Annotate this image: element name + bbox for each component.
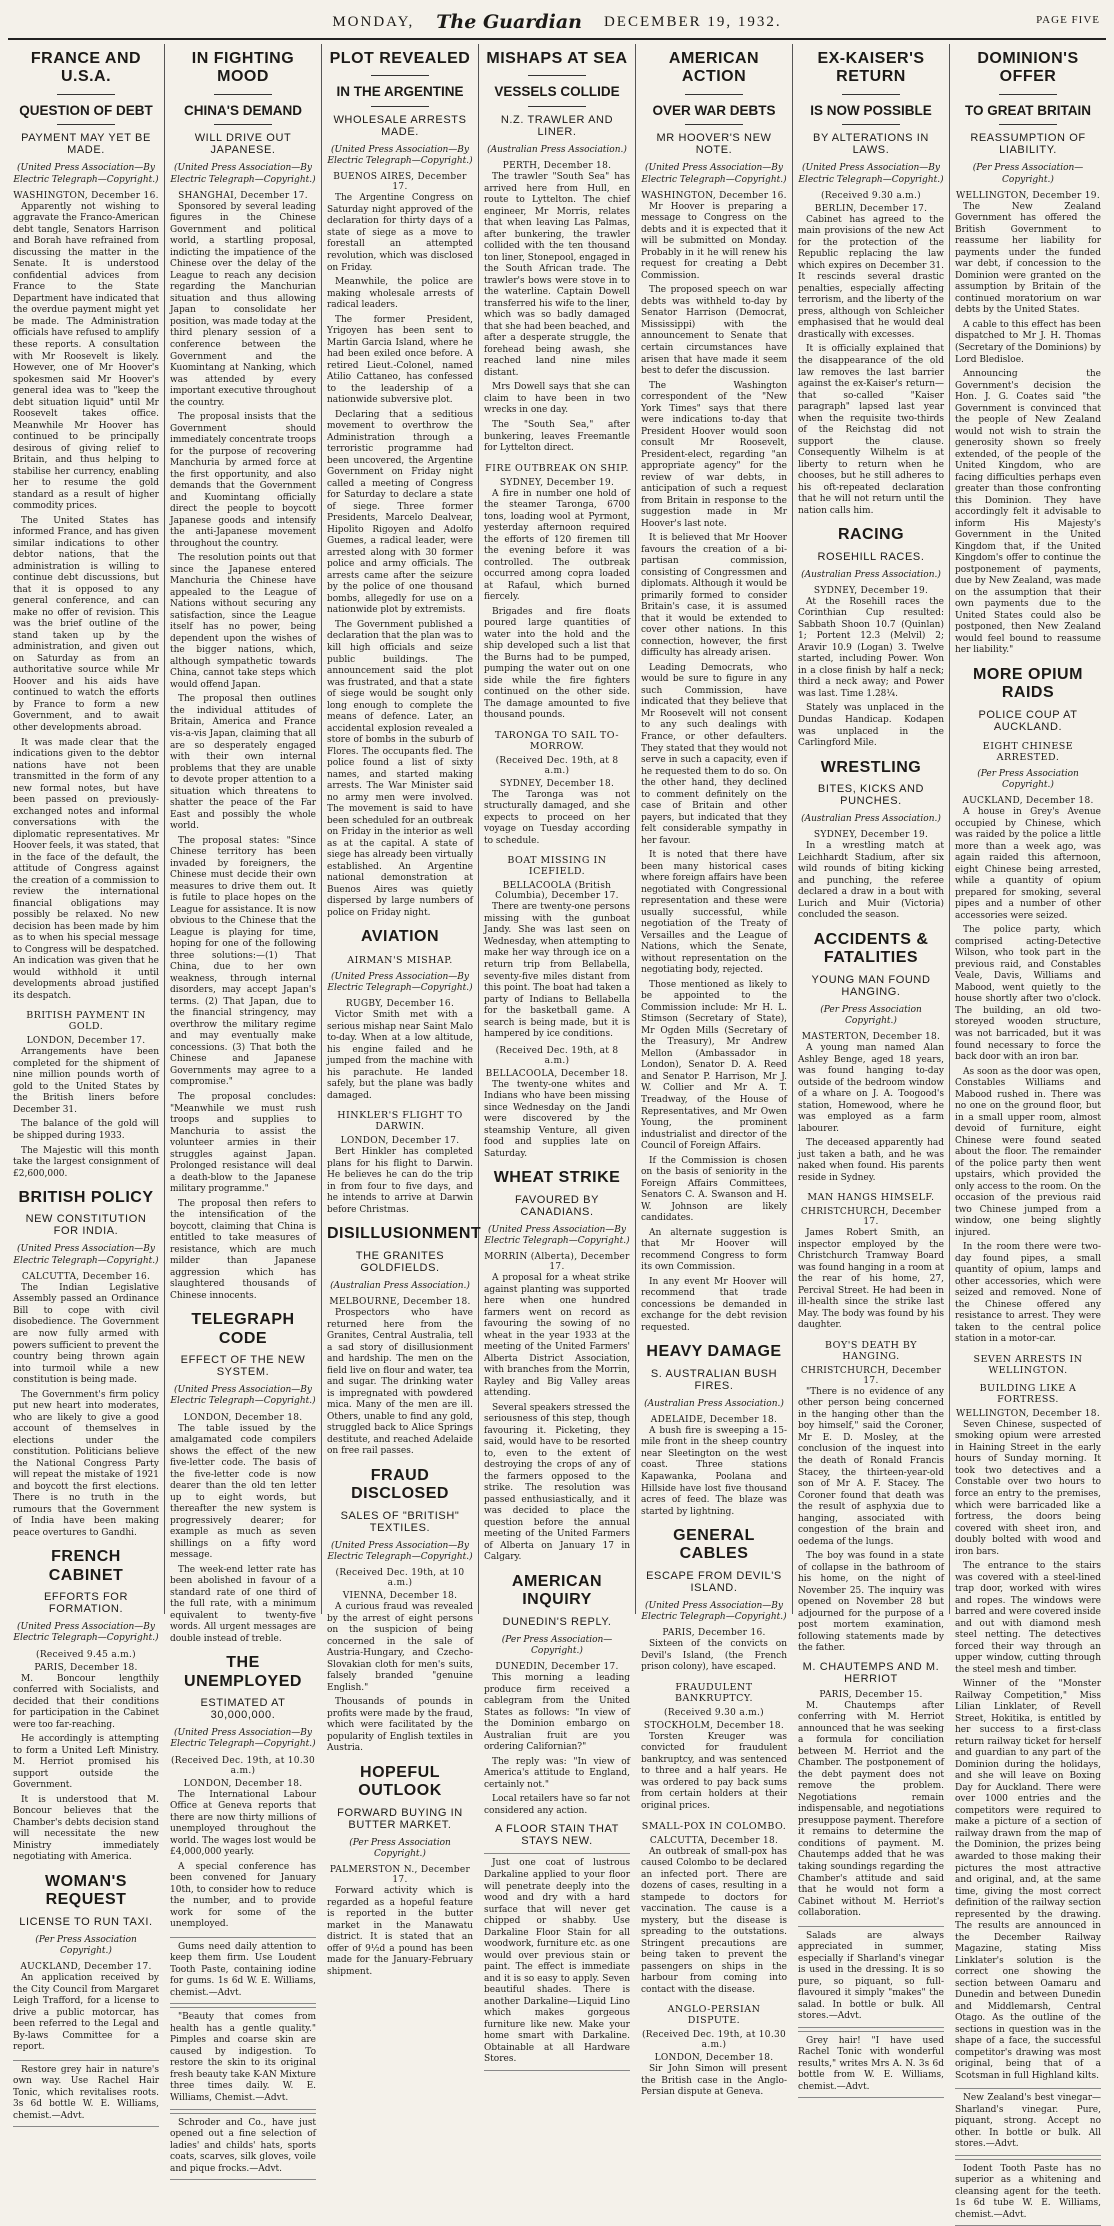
paragraph: Seven Chinese, suspected of smoking opium were arrested in Haining Street in the early hours of Sunday morning. It took two detectives and a Constable over two hours to force an entry to the premises, which were barricaded like a fortress, the doors being covered with sheet iron, and doubly bolted with wood and iron bars. [955, 1419, 1101, 1557]
section-subhead: FRAUDULENT BANKRUPTCY. [675, 1681, 753, 1704]
paragraph: Torsten Kreuger was convicted for fraudulent bankruptcy, and was sentenced to three and a half years. He was ordered to pay back sums from certain holders at their original prices. [641, 1731, 787, 1811]
section-subhead: BRITISH PAYMENT IN GOLD. [26, 1010, 146, 1033]
column-6 [793, 44, 950, 2092]
deck: EFFECT OF THE NEW SYSTEM. [180, 1354, 306, 1379]
credit-line: (United Press Association—By Electric Telegraph—Copyright.) [798, 163, 944, 185]
deck: M. CHAUTEMPS AND M. HERRIOT [802, 1660, 940, 1685]
paragraph: The table issued by the amalgamated code compilers shows the effect of the new five-letter code. The basis of the five-letter code is now dearer than the old ten letter up to eight words, but thereafter the new system is progressively dearer; for example as much as seven shillings on a fifty word message. [170, 1423, 316, 1561]
credit-line: (Per Press Association—Copyright.) [972, 163, 1084, 185]
paragraph: This morning a leading produce firm received a cablegram from the United States as follows: "In view of the Dominion embargo on Australian fruit are you ordering Californian?" [484, 1673, 630, 1753]
deck: DUNEDIN'S REPLY. [502, 1615, 612, 1628]
section-subhead: SMALL-POX IN COLOMBO. [641, 1820, 787, 1832]
dateline: BUENOS AIRES, December 17. [333, 172, 467, 193]
dateline: (Received 9.30 a.m.) [821, 190, 921, 201]
headline: WRESTLING [820, 758, 922, 776]
paragraph: The twenty-one whites and Indians who have been missing since Wednesday on the Jandi were discovered by the steamship Venture, all given food and supplies late on Saturday. [484, 1079, 630, 1159]
paragraph: Sixteen of the convicts on Devil's Island, (the French prison colony), have escaped. [641, 1639, 787, 1673]
subheadline: CHINA'S DEMAND [184, 102, 302, 118]
paragraph: The deceased apparently had just taken a bath, and he was naked when found. His parents reside in Sydney. [798, 1138, 944, 1183]
dateline: BERLIN, December 17. [814, 203, 928, 214]
paragraph: An outbreak of small-pox has caused Colombo to be declared an infected port. There are dozens of cases, resulting in a stampede to doctors for vaccination. The cause is a mystery, but the disease is spreading to the outstations. Stringent precautions are being taken to prevent the passengers on ships in the harbour from coming into contact with the disease. [641, 1846, 787, 1995]
headline: AMERICAN INQUIRY [511, 1573, 603, 1609]
dateline: CALCUTTA, December 16. [21, 1271, 151, 1282]
section-subhead: FIRE OUTBREAK ON SHIP. [485, 462, 629, 474]
deck: WHOLESALE ARRESTS MADE. [333, 113, 467, 138]
dateline: WASHINGTON, December 16. [641, 190, 787, 201]
headline: HOPEFUL OUTLOOK [358, 1763, 442, 1800]
masthead [8, 6, 1106, 40]
paragraph: Announcing the Government's decision the Hon. J. G. Coates said "the Government is convinced that the people of New Zealand would not wish to strain the generosity shown so freely extended, of the people of the United Kingdom, who are facing difficulties perhaps even greater than those confronting this Dominion. They have accordingly felt it advisable to inform His Majesty's Government in the United Kingdom that, if the United Kingdom's offer to continue the postponement of payments, due by New Zealand, was made on the assumption that their own payments due to the United States could also be postponed, then New Zealand would feel bound to reassume her liability." [955, 369, 1101, 656]
deck: S. AUSTRALIAN BUSH FIRES. [650, 1367, 778, 1392]
divider [842, 94, 900, 95]
paragraph: A cable to this effect has been dispatched to Mr J. H. Thomas (Secretary of the Dominions) by Lord Bledisloe. [955, 319, 1101, 365]
paragraph: It is understood that M. Boncour believes that the Chamber's debts decision stand will necessitate the new Ministry immediately negotiating with America. [13, 1794, 159, 1863]
paragraph: Brigades and fire floats poured large quantities of water into the hold and the ship developed such a list that the Burns had to be pumped, pumping the water out on one side while the fire fighters continued on the other side. The damage amounted to five thousand pounds. [484, 606, 630, 721]
dateline: SYDNEY, December 18. [499, 778, 615, 789]
column-2 [165, 44, 322, 2174]
paragraph: In a wrestling match at Leichhardt Stadium, after six wild rounds of biting kicking and punching, the referee declared a draw in a bout with Lurich and Muir (Victoria) concluded the season. [798, 841, 944, 921]
paragraph: James Robert Smith, an inspector employed by the Christchurch Tramway Board was found hanging in a room at the rear of his home, 27, Percival Street. He had been in ill-health since the strike last May. The body was found by his daughter. [798, 1228, 944, 1331]
credit-line: (Australian Press Association.) [801, 813, 941, 824]
page-number: PAGE FIVE [1036, 14, 1100, 26]
dateline: SYDNEY, December 19. [813, 830, 929, 841]
paragraph: Stately was unplaced in the Dundas Handicap. Kodapen was unplaced in the Carlingford Mile. [798, 703, 944, 749]
deck: ESTIMATED AT 30,000,000. [200, 1697, 286, 1722]
paragraph: Bert Hinkler has completed plans for his flight to Darwin. He believes he can do the trip in from four to five days, and he intends to arrive at Darwin before Christmas. [327, 1147, 473, 1215]
deck: BITES, KICKS AND PUNCHES. [817, 782, 925, 807]
dateline: CALCUTTA, December 18. [649, 1835, 779, 1846]
section-subhead: TARONGA TO SAIL TO-MORROW. [494, 729, 620, 752]
credit-line: (United Press Association—By Electric Telegraph—Copyright.) [327, 1540, 473, 1562]
headline: ACCIDENTS & FATALITIES [813, 930, 929, 967]
paragraph: The police party, which comprised acting-Detective Wilson, who took part in the previous raid, and Constables Veale, Davis, Williams and Mabood, went quietly to the house shortly after two o'clock. The building, an old two-storeyed wooden structure, was not barricaded, but it was found necessary to force the back door with an iron bar. [955, 925, 1101, 1063]
dateline: MASTERTON, December 18. [801, 1032, 941, 1043]
headline: RACING [837, 526, 905, 544]
deck: ROSEHILL RACES. [817, 550, 925, 563]
paragraph: The Argentine Congress on Saturday night approved of the declaration for thirty days of a state of siege as a move to forestall an attempted revolution, which was disclosed on Friday. [327, 193, 473, 273]
paragraph: Declaring that a seditious movement to overthrow the Administration through a terroristic programme had been uncovered, the Argentine Government on Friday night called a meeting of Congress for Saturday to declare a state of siege. Three former Presidents, Marcelo Dealvear, Hipolito Rigoyen and Adolfo Guemes, a radical leader, were arrested along with 30 former police and army officials. The arrests came after the seizure by the police of one thousand bombs, allegedly for use on a nationwide plot by extremists. [327, 409, 473, 616]
headline: EX-KAISER'S RETURN [817, 50, 925, 86]
advertisement: Restore grey hair in nature's own way. Use Rachel Hair Tonic, which revitalises roots. 3s 6d bottle W. E. Williams, chemist.—Advt. [13, 2060, 159, 2128]
deck: MR HOOVER'S NEW NOTE. [656, 132, 772, 157]
paragraph: The Washington correspondent of the "New York Times" says that there were indications to-day that President Hoover would soon consult Mr Roosevelt, President-elect, regarding "an appropriate agency" for the review of war debts, in anticipation of such a request from Britain in response to the suggestion made in Mr Hoover's last note. [641, 380, 787, 529]
paragraph: The proposal states: "Since Chinese territory has been invaded by foreigners, the Chinese must decide their own measures to drive them out. It is futile to place hopes on the League for assistance. It is now obvious to the Chinese that the League is playing for time, hoping for one of the following three solutions:—(1) That China, due to her own weakness, through internal disorders, may accept Japan's terms. (2) That Japan, due to the financial stringency, may overthrow the military regime and may eventually make concessions. (3) That both the Chinese and Japanese Governments may agree to a compromise." [170, 835, 316, 1088]
paragraph: The proposal then outlines the individual attitudes of Britain, America and France vis-a-vis Japan, claiming that all are so desperately engaged with their own internal problems that they are unable to devote proper attention to a situation which threatens to shatter the peace of the Far East and possibly the whole world. [170, 694, 316, 832]
headline: WHEAT STRIKE [493, 1169, 621, 1187]
credit-line: (Per Press Association Copyright.) [349, 1837, 451, 1859]
credit-line: (Australian Press Association.) [801, 569, 941, 580]
dateline: MORRIN (Alberta), December 17. [484, 1252, 630, 1273]
divider [214, 124, 272, 125]
headline: GENERAL CABLES [673, 1527, 755, 1563]
dateline: STOCKHOLM, December 18. [643, 1720, 785, 1731]
divider [57, 124, 115, 125]
dateline: SYDNEY, December 19. [813, 585, 929, 596]
credit-line: (Per Press Association Copyright.) [820, 1004, 922, 1026]
paragraph: Victor Smith met with a serious mishap near Saint Malo to-day. When at a low altitude, his engine failed and he jumped from the machine with his parachute. He landed safely, but the plane was badly damaged. [327, 1010, 473, 1101]
headline: DOMINION'S OFFER [977, 50, 1079, 86]
divider [214, 94, 272, 95]
dateline: (Received Dec. 19th, at 10 a.m.) [335, 1568, 465, 1589]
headline: MISHAPS AT SEA [486, 50, 628, 67]
dateline: CHRISTCHURCH, December 17. [800, 1365, 942, 1386]
deck: ESCAPE FROM DEVIL'S ISLAND. [646, 1569, 782, 1594]
paragraph: The United States has informed France, and has given similar indications to other debtor nations, that the administration is willing to continue debt discussions, but that it is opposed to any general conference, and can make no offer of revision. This was the brief outline of the stand taken up by the administration, and given out on Saturday as from an authoritative source while Mr Hoover and his aids have continued to watch the efforts by France to form a new Government, and to await other developments abroad. [13, 515, 159, 733]
advertisement: Grey hair! "I have used Rachel Tonic with wonderful results," writes Mrs A. N. 3s 6d bottle from W. E. Williams, chemist.—Advt. [798, 2031, 944, 2099]
paragraph: The boy was found in a state of collapse in the bathroom of his home, on the night of November 25. The inquiry was opened on November 28 but adjourned for the purpose of a post mortem examination, following statements made by the father. [798, 1551, 944, 1654]
dateline: WELLINGTON, December 18. [955, 1408, 1100, 1419]
paragraph: Thousands of pounds in profits were made by the fraud, which were facilitated by the popularity of English textiles in Austria. [327, 1697, 473, 1754]
column-5 [636, 44, 793, 2098]
credit-line: (United Press Association—By Electric Telegraph—Copyright.) [13, 1622, 159, 1644]
credit-line: (United Press Association—By Electric Telegraph—Copyright.) [13, 163, 159, 185]
dateline: AUCKLAND, December 18. [962, 796, 1094, 807]
dateline: LONDON, December 18. [654, 2053, 774, 2064]
paragraph: Arrangements have been completed for the shipment of nine million pounds worth of gold to the United States by the British liners before December 31. [13, 1047, 159, 1115]
deck: LICENSE TO RUN TAXI. [19, 1915, 153, 1928]
deck: FAVOURED BY CANADIANS. [514, 1193, 600, 1218]
paragraph: At the Rosehill races the Corinthian Cup resulted: Sabbath Shoon 10.7 (Quinlan) 1; Portent 12.3 (Melvil) 2; Aravir 10.9 (Logan) 3. Twelve started, including Power. Won in a close finish by half a neck; third a neck away; and Power was last. Time 1.28¼. [798, 596, 944, 699]
paragraph: He accordingly is attempting to form a United Left Ministry. M. Herriot promised his support outside the Government. [13, 1734, 159, 1791]
paragraph: Those mentioned as likely to be appointed to the Commission include: Mr H. L. Stimson (Secretary of State), Mr Ogden Mills (Secretary of the Treasury), Mr Andrew Mellon (Ambassador in London), Senator D. A. Reed and Senator P. Harrison, Mr J. W. Collier and Mr A. T. Treadway, of the House of Representatives, and Mr Owen Young, the prominent industrialist and director of the Council of Foreign Affairs. [641, 979, 787, 1152]
divider [528, 106, 586, 107]
paragraph: If the Commission is chosen on the basis of seniority in the Foreign Affairs Committees, Senators C. A. Swanson and H. W. Johnson are likely candidates. [641, 1155, 787, 1224]
advertisement: Gums need daily attention to keep them firm. Use Loudent Tooth Paste, containing iodine for gums. 1s 6d W. E. Williams, chemist.—Advt. [170, 1937, 316, 2005]
paragraph: Local retailers have so far not considered any action. [484, 1794, 630, 1816]
deck: REASSUMPTION OF LIABILITY. [970, 132, 1086, 157]
headline: FRENCH CABINET [48, 1548, 124, 1584]
headline: IN FIGHTING MOOD [191, 50, 295, 86]
credit-line: (United Press Association—By Electric Telegraph—Copyright.) [327, 971, 473, 994]
dateline: (Received Dec. 19th, at 10.30 a.m.) [170, 1755, 316, 1776]
headline: DISILLUSIONMENT [327, 1225, 482, 1243]
headline: PLOT REVEALED [329, 50, 471, 67]
paragraph: The former President, Yrigoyen has been sent to Martin Garcia Island, where he had been exiled once before. A retired Lieut.-Colonel, named Atilio Cattaneo, has confessed to the leadership of a nationwide subversive plot. [327, 314, 473, 406]
advertisement: Iodent Tooth Paste has no superior as a whitening and cleansing agent for the teeth. 1s 6d tube W. E. Williams, chemist.—Advt. [955, 2159, 1101, 2226]
dateline: MELBOURNE, December 18. [329, 1297, 471, 1308]
credit-line: (United Press Association—By Electric Telegraph—Copyright.) [170, 1385, 316, 1407]
dateline: PARIS, December 15. [819, 1689, 923, 1700]
paragraph: A special conference has been convened for January 10th, to consider how to reduce the number, and to provide work for some of the unemployed. [170, 1861, 316, 1930]
section-subhead: SEVEN ARRESTS IN WELLINGTON. [973, 1353, 1083, 1376]
paragraph: Leading Democrats, who would be sure to figure in any such Commission, have indicated that they believe that Mr Roosevelt will not consent to any such dealings with France, or other defaulters. They stated that they would not serve in such a capacity, even if he requested them to do so. On the other hand, they declined to comment definitely on the case of Britain and other payers, but indicated that they felt considerable sympathy in her favour. [641, 662, 787, 846]
subheadline: TO GREAT BRITAIN [965, 102, 1091, 118]
dateline: SYDNEY, December 19. [499, 477, 615, 488]
column-4 [479, 44, 636, 2065]
advertisement: Schroder and Co., have just opened out a fine selection of ladies' and childs' hats, sports coats, scarves, silk gloves, voile and pique frocks.—Advt. [170, 2113, 316, 2181]
divider [371, 75, 429, 76]
divider [371, 106, 429, 107]
subheadline: QUESTION OF DEBT [19, 102, 153, 118]
credit-line: (United Press Association—By Electric Telegraph—Copyright.) [170, 163, 316, 185]
paragraph: In the room there were two-day found pipes, a small quantity of opium, lamps and other accessories, which were seized and removed. None of the Chinese offered any resistance to arrest. They were taken to the central police station in a motor-car. [955, 1242, 1101, 1345]
paragraph: The proposal insists that the Government should immediately concentrate troops for the purpose of recovering Manchuria by armed force at the first opportunity, and also demands that the Government and Kuomintang officially direct the people to boycott Japanese goods and intensify the anti-Japanese movement throughout the country. [170, 412, 316, 549]
paragraph: The resolution points out that since the Japanese entered Manchuria the Chinese have appealed to the League of Nations without securing any satisfaction, since the League itself has no power, being dependent upon the wishes of the bigger nations, which, although sympathetic towards China, cannot take steps which would offend Japan. [170, 553, 316, 690]
paragraph: The Majestic will this month take the largest consignment of £2,600,000. [13, 1145, 159, 1179]
paragraph: A bush fire is sweeping a 15-mile front in the sheep country near Sleetington on the west coast. Three stations Kapawanka, Poolana and Hillside have lost five thousand acres of feed. The blaze was started by lightning. [641, 1425, 787, 1517]
advertisement: Salads are always appreciated in summer, especially if Sharland's vinegar is used in the dressing. It is so pure, so piquant, so full-flavoured it simply "makes" the salad. In bottle or bulk. All stores.—Advt. [798, 1926, 944, 2028]
dateline: WELLINGTON, December 19. [955, 190, 1100, 201]
deck: THE GRANITES GOLDFIELDS. [355, 1249, 445, 1274]
deck: BY ALTERATIONS IN LAWS. [813, 132, 929, 157]
section-subhead: HINKLER'S FLIGHT TO DARWIN. [337, 1110, 463, 1133]
dateline: VIENNA, December 18. [342, 1591, 458, 1602]
advertisement: New Zealand's best vinegar—Sharland's vinegar. Pure, piquant, strong. Accept no other. In bottle or bulk. All stores.—Advt. [955, 2088, 1101, 2156]
paragraph: The Government published a declaration that the plan was to kill high officials and seize public buildings. The announcement said the plot was frustrated, and that a state of siege would be sought only long enough to complete the means of defence. Later, an accidental explosion revealed a store of bombs in the suburb of Flores. The occupants fled. The police found a list of sixty names, and started making arrests. The War Minister said no army men were involved. The movement is said to have been scheduled for an outbreak on Friday in the interior as well as at the capital. A state of siege has already been virtually established. An Argentine national demonstration at Buenos Aires was quietly dispersed by large numbers of police on Friday night. [327, 619, 473, 918]
deck: YOUNG MAN FOUND HANGING. [811, 973, 931, 998]
dateline: BELLACOOLA, December 18. [485, 1068, 629, 1079]
dateline: (Received 9.30 a.m.) [664, 1707, 764, 1718]
paragraph: Apparently not wishing to aggravate the Franco-American debt tangle, Senators Harrison and Borah have refrained from discussing the matter in the Senate. It is understood confidential advices from France to the State Department have indicated that the overdue payment might yet be made. The Administration officials have refused to amplify these reports. A consultation with Mr Roosevelt is likely. However, one of Mr Hoover's spokesmen said Mr Hoover's general idea was to "keep the debt situation liquid" until Mr Roosevelt takes office. Meanwhile Mr Hoover has continued to be principally desirous of giving relief to Britain, and thus helping to stabilise her currency, enabling her to resume the gold standard as a result of higher commodity prices. [13, 201, 159, 512]
divider [999, 124, 1057, 125]
dateline: LONDON, December 17. [26, 1036, 146, 1047]
credit-line: (Per Press Association—Copyright.) [501, 1634, 613, 1657]
advertisement: Just one coat of lustrous Darkaline applied to your floor will penetrate deeply into the wood and dry with a hard surface that will never get chipped or shabby. Use Darkaline Floor Stain for all woodwork, furniture etc. as one would over previous stain or paint. The effect is immediate and it is so easy to apply. Seven beautiful shades. There is another Darkaline—Liquid Lino which makes gorgeous furniture like new. Make your home smart with Darkaline. Obtainable at all Hardware Stores. [484, 1853, 630, 2070]
headline: HEAVY DAMAGE [646, 1343, 782, 1361]
deck: WILL DRIVE OUT JAPANESE. [194, 132, 292, 157]
divider [57, 94, 115, 95]
credit-line: (United Press Association—By Electric Telegraph—Copyright.) [641, 163, 787, 185]
deck: PAYMENT MAY YET BE MADE. [21, 132, 151, 157]
paragraph: As soon as the door was open, Constables Williams and Mabood rushed in. There was no one on the ground floor, but in a small upper room, almost devoid of furniture, eight Chinese were found seated about the floor. The remainder of the police party then went upstairs, which provided the only access to the room. On the occasion of the previous raid two Chinese jumped from a window, one being slightly injured. [955, 1066, 1102, 1238]
paragraph: Winner of the "Monster Railway Competition," Miss Lilian Linklater, of Revell Street, Hokitika, is entitled by her success to a first-class return railway ticket for herself and guardian to any part of the Dominion during the holidays, and she will leave on Boxing Day for Auckland. There were over 1000 entries and the competitors were required to make a picture of a section of railway drawn from the map of the Dominion, the prizes being awarded to those making their pictures the most attractive and original, and, at the same time, giving the most correct definition of the railway section represented by the drawing. The results are announced in the December Railway Magazine, stating Miss Linklater's solution is the correct one showing the section between Oamaru and Dunedin and between Dunedin and Middlemarsh, Central Otago. As the outline of the sections in question was in the shape of a face, the successful competitor's drawing was most original, being that of a Scotsman in full Highland kilts. [955, 1679, 1101, 2081]
dateline: LONDON, December 18. [183, 1412, 303, 1423]
dateline: (Received 9.45 a.m.) [36, 1649, 136, 1660]
headline: TELEGRAPH CODE [191, 1311, 295, 1347]
dateline: DUNEDIN, December 17. [495, 1662, 619, 1673]
dateline: PERTH, December 18. [502, 161, 612, 172]
divider [842, 124, 900, 125]
subheadline: IN THE ARGENTINE [336, 84, 464, 100]
paragraph: The "South Sea," after bunkering, leaves Freemantle for Lyttelton direct. [484, 419, 630, 454]
deck: EFFORTS FOR FORMATION. [43, 1591, 128, 1616]
dateline: SHANGHAI, December 17. [178, 190, 308, 201]
paragraph: The International Labour Office at Geneva reports that there are now thirty millions of unemployed throughout the world. The wages lost would be £4,000,000 yearly. [170, 1789, 316, 1858]
section-subhead: EIGHT CHINESE ARRESTED. [982, 740, 1074, 763]
headline: WOMAN'S REQUEST [45, 1872, 127, 1909]
paragraph: The reply was: "In view of America's attitude to England, certainly not." [484, 1756, 630, 1790]
dateline: (Received Dec. 19th, at 10.30 a.m.) [641, 2030, 787, 2051]
paragraph: A fire in number one hold of the steamer Taronga, 6700 tons, loading wool at Pyrmont, yesterday afternoon required the efforts of 120 firemen till the evening before it was controlled. The outbreak occurred among copra loaded at Rafaul, which burned fiercely. [484, 488, 630, 603]
credit-line: (United Press Association—By Electric Telegraph—Copyright.) [484, 1224, 630, 1246]
columns [8, 44, 1106, 2220]
headline: BRITISH POLICY [18, 1189, 154, 1207]
headline: AMERICAN ACTION [668, 50, 760, 86]
masthead-day: MONDAY, [332, 13, 415, 30]
masthead-title: The Guardian [436, 11, 582, 33]
credit-line: (Per Press Association Copyright.) [977, 768, 1079, 790]
deck: NEW CONSTITUTION FOR INDIA. [25, 1213, 147, 1238]
paragraph: It is officially explained that the disappearance of the old law removes the last barrier against the ex-Kaiser's return—that so-called "Kaiser paragraph" lapsed last year when the requisite two-thirds of the Reichstag did not support the clause. Consequently Wilhelm is at liberty to return when he chooses, but he still adheres to his oft-repeated declaration that he will not return until the nation calls him. [798, 344, 944, 516]
subheadline: IS NOW POSSIBLE [810, 102, 932, 118]
credit-line: (United Press Association—By Electric Telegraph—Copyright.) [641, 1600, 787, 1623]
paragraph: An alternate suggestion is that Mr Hoover will recommend Congress to form its own Commission. [641, 1227, 787, 1273]
section-subhead: BOY'S DEATH BY HANGING. [825, 1339, 917, 1362]
paragraph: The week-end letter rate has been abolished in favour of a standard rate of one third of the full rate, with a minimum equivalent to twenty-five words. All urgent messages are double instead of treble. [170, 1564, 316, 1644]
divider [685, 94, 743, 95]
deck: A FLOOR STAIN THAT STAYS NEW. [495, 1823, 619, 1848]
paragraph: The proposal then refers to the intensification of the boycott, claiming that China is entitled to take measures of resistance, which are much milder than Japanese aggression which has slaughtered thousands of Chinese innocents. [170, 1198, 316, 1301]
paragraph: Mrs Dowell says that she can claim to have been in two wrecks in one day. [484, 382, 630, 416]
paragraph: The entrance to the stairs was covered with a steel-lined trap door, worked with wires and ropes. The windows were barred and were covered inside and out with diamond mesh steel netting. The detectives forced their way through an upper window, cutting through the steel mesh and timber. [955, 1561, 1101, 1675]
divider [685, 124, 743, 125]
paragraph: The New Zealand Government has offered the British Government to reassume her liability for payments under the funded war debt, if concession to the Dominion were granted on the assumption by Britain of the continued moratorium on war debts by the United States. [955, 201, 1101, 316]
paragraph: Meanwhile, the police are making wholesale arrests of radical leaders. [327, 277, 473, 311]
credit-line: (Australian Press Association.) [487, 144, 627, 155]
paragraph: M. Boncour lengthily conferred with Socialists, and decided that their conditions for participation in the Cabinet were too far-reaching. [13, 1673, 159, 1730]
credit-line: (United Press Association—By Electric Telegraph—Copyright.) [170, 1728, 316, 1750]
credit-line: (Australian Press Association.) [644, 1398, 784, 1409]
paragraph: Forward activity which is regarded as a hopeful feature is reported in the butter market in the Manawatu district. It is stated that an offer of 9½d a pound has been made for the January-February shipment. [327, 1886, 473, 1977]
dateline: RUGBY, December 16. [345, 999, 455, 1010]
dateline: LONDON, December 18. [183, 1778, 303, 1789]
paragraph: The proposal concludes: "Meanwhile we must rush troops and supplies to Manchuria to assist the volunteer armies in their struggles against Japan. Prolonged resistance will deal a death-blow to the Japanese military programme." [170, 1091, 316, 1195]
dateline: LONDON, December 17. [340, 1136, 460, 1147]
divider [528, 75, 586, 76]
credit-line: (United Press Association—By Electric Telegraph—Copyright.) [327, 144, 473, 167]
dateline: PARIS, December 16. [662, 1628, 766, 1639]
dateline: BELLACOOLA (British Columbia), December 17. [495, 881, 619, 902]
dateline: (Received Dec. 19th, at 8 a.m.) [495, 1045, 619, 1066]
paragraph: Sir John Simon will present the British case in the Anglo-Persian dispute at Geneva. [641, 2064, 787, 2098]
paragraph: It is believed that Mr Hoover favours the creation of a bi-partisan commission, consisting of Congressmen and diplomats. Although it would be primarily formed to consider Britain's case, it is assumed that it would be extended to cover other nations. In this connection, however, the first difficulty has already arisen. [641, 533, 787, 659]
dateline: CHRISTCHURCH, December 17. [800, 1207, 942, 1228]
advertisement: "Beauty that comes from health has a gentle quality." Pimples and coarse skin are caused by indigestion. To restore the skin to its original fresh beauty take K-AN Mixture three times daily. W. E. Williams, Chemist.—Advt. [170, 2007, 316, 2109]
dateline: PALMERSTON N., December 17. [329, 1865, 471, 1886]
column-7 [950, 44, 1106, 2220]
section-subhead: BUILDING LIKE A FORTRESS. [979, 1382, 1077, 1405]
paragraph: "There is no evidence of any other person being concerned in the hanging other than the boy himself," said the Coroner, Mr E. D. Mosley, at the conclusion of the inquest into the death of Ronald Francis Stacey, the thirteen-year-old son of Mr A. F. Stacey. The Coroner found that death was the result of asphyxia due to hanging, associated with congestion of the brain and oedema of the lungs. [798, 1386, 944, 1547]
section-subhead: AIRMAN'S MISHAP. [347, 954, 453, 966]
column-3 [322, 44, 482, 1977]
paragraph: Prospectors who have returned here from the Granites, Central Australia, tell a sad story of disillusionment and hardship. The men on the field live on flour and water, tea and sugar. The drinking water is impregnated with powdered mica. Many of the men are ill. Others, unable to find any gold, struggled back to Alice Springs destitute, and reached Adelaide on free rail passes. [327, 1308, 473, 1457]
paragraph: An application received by the City Council from Margaret Leigh Trafford, for a license to drive a public motorcar, has been referred to the Legal and By-laws Committee for a report. [13, 1973, 159, 2053]
dateline: ADELAIDE, December 18. [650, 1414, 778, 1425]
section-subhead: BOAT MISSING IN ICEFIELD. [507, 855, 607, 878]
headline: THE UNEMPLOYED [184, 1654, 302, 1690]
section-subhead: MAN HANGS HIMSELF. [807, 1192, 935, 1204]
dateline: AUCKLAND, December 17. [20, 1962, 152, 1973]
paragraph: The proposed speech on war debts was withheld to-day by Senator Harrison (Democrat, Mississippi) with the announcement to Senate that certain circumstances have arisen that have made it seem best to defer the discussion. [641, 285, 787, 377]
paragraph: The Indian Legislative Assembly passed an Ordinance Bill to cope with civil disobedience. The Government are now fully armed with powers sufficient to prevent the country being thrown again into turmoil while a new constitution is being made. [13, 1282, 159, 1386]
deck: FORWARD BUYING IN BUTTER MARKET. [337, 1806, 463, 1831]
headline: MORE OPIUM RAIDS [973, 665, 1083, 702]
divider [999, 94, 1057, 95]
headline: FRAUD DISCLOSED [351, 1466, 449, 1503]
paragraph: Mr Hoover is preparing a message to Congress on the debts and it is expected that it will be submitted on Monday. Probably in it he will renew his request for creating a Debt Commission. [641, 201, 787, 281]
paragraph: It was made clear that the indications given to the debtor nations have not been transmitted in the form of any new formal notes, but have been passed on previously-exchanged notes and informal conversations with the diplomatic representatives. Mr Hoover feels, it was stated, that in the face of the default, the attitude of Congress against the creation of a commission to review the international financial obligations may possibly be relaxed. No new decision has been made by him as to when his special message to Congress will be despatched. An indication was given that he would withhold it until developments abroad justified its despatch. [13, 737, 159, 1001]
dateline: (Received Dec. 19th, at 8 a.m.) [495, 755, 619, 776]
headline: FRANCE AND U.S.A. [30, 50, 142, 86]
paragraph: A proposal for a wheat strike against planting was supported here when one hundred farmers went on record as favouring the sowing of no wheat in the year 1933 at the meeting of the United Farmers' Alberta District Association, with branches from the Morrin, Rayley and Big Valley areas attending. [484, 1273, 630, 1399]
paragraph: The trawler "South Sea" has arrived here from Hull, en route to Lyttelton. The chief engineer, Mr Morris, relates that when leaving Las Palmas, after bunkering, the trawler collided with the ten thousand ton liner, Stonepool, engaged in the South African trade. The trawler's bows were stove in to the waterline. Captain Dowell transferred his wife to the liner, which was so badly damaged that she had been beached, and after a desperate struggle, the forehead being awash, she reached land nine miles distant. [484, 172, 630, 378]
deck: POLICE COUP AT AUCKLAND. [978, 708, 1078, 733]
paragraph: The Taronga was not structurally damaged, and she expects to proceed on her voyage on Tuesday according to schedule. [484, 789, 630, 846]
paragraph: Cabinet has agreed to the main provisions of the new Act for the protection of the Republic replacing the law which expires on December 31. It rescinds several drastic penalties, especially affecting terrorism, and the liberty of the press, although von Schleicher emphasised that he would deal drastically with excesses. [798, 214, 944, 340]
paragraph: A young man named Alan Ashley Benge, aged 18 years, was found hanging to-day outside of the bedroom window of a whare on J. A. Toogood's station, Homewood, where he was employed as a farm labourer. [798, 1043, 944, 1134]
column-1 [8, 44, 165, 2121]
paragraph: A curious fraud was revealed by the arrest of eight persons on the suspicion of being concerned in the sale of Austria-Hungary, and Czecho-Slovakian cloth for men's suits, falsely branded "genuine English." [327, 1602, 473, 1693]
paragraph: The balance of the gold will be shipped during 1933. [13, 1119, 159, 1141]
paragraph: M. Chautemps after conferring with M. Herriot announced that he was seeking a formula for conciliation between M. Herriot and the Chamber. The postponement of the debt payment does not remove the problem. Negotiations remain indispensable, and negotiations presuppose payment. Therefore it remains to determine the conditions of payment. M. Chautemps added that he was taking soundings regarding the Chamber's attitude and said that he would not form a Cabinet without M. Herriot's collaboration. [798, 1700, 944, 1919]
deck: N.Z. TRAWLER AND LINER. [500, 113, 614, 138]
paragraph: The Government's firm policy put new heart into moderates, who are likely to give a good account of themselves in elections under the constitution. Politicians believe the National Congress Party will repeat the mistake of 1921 and boycott the first elections. There is no truth in the rumours that the Government of India have been making peace overtures to Gandhi. [13, 1389, 159, 1538]
credit-line: (United Press Association—By Electric Telegraph—Copyright.) [13, 1244, 159, 1266]
credit-line: (Australian Press Association.) [330, 1280, 470, 1291]
subheadline: VESSELS COLLIDE [494, 84, 620, 100]
paragraph: In any event Mr Hoover will recommend that trade concessions be demanded in exchange for the debt revision requested. [641, 1276, 787, 1333]
subheadline: OVER WAR DEBTS [652, 102, 776, 118]
paragraph: Sponsored by several leading figures in the Chinese Government and political world, a startling proposal, indicting the impatience of the Chinese over the delay of the League to reach any decision regarding the Manchurian situation and thus allowing Japan to consolidate her position, was made today at the third plenary session of a conference between the Government and the Kuomintang at Nanking, which was attended by every important executive throughout the country. [170, 201, 316, 408]
paragraph: There are twenty-one persons missing with the gunboat Jandy. She was last seen on Wednesday, when attempting to make her way through ice on a return trip from Bellabella, seventy-five miles distant from this point. The boat had taken a party of Indians to Bellabella for the basketball game. A search is being made, but it is hampered by ice conditions. [484, 902, 630, 1040]
paragraph: Several speakers stressed the seriousness of this step, though favouring it. Picketing, they said, would have to be resorted to, even to the extent of destroying the crops of any of the farmers opposed to the strike. The resolution was passed enthusiastically, and it was decided to place the question before the annual meeting of the United Farmers of Alberta on January 17 in Calgary. [484, 1402, 630, 1563]
deck: SALES OF "BRITISH" TEXTILES. [340, 1509, 460, 1534]
headline: AVIATION [360, 928, 440, 946]
dateline: WASHINGTON, December 16. [13, 190, 159, 201]
masthead-date: DECEMBER 19, 1932. [603, 13, 782, 30]
dateline: PARIS, December 18. [34, 1662, 138, 1673]
section-subhead: ANGLO-PERSIAN DISPUTE. [667, 2004, 761, 2027]
paragraph: A house in Grey's Avenue occupied by Chinese, which was raided by the police a little more than a week ago, was again raided this afternoon, eight Chinese being arrested, while a quantity of opium prepared for smoking, several pipes and a number of other accessories were seized. [955, 807, 1101, 921]
credit-line: (Per Press Association Copyright.) [35, 1934, 137, 1956]
paragraph: It is noted that there have been many historical cases where foreign affairs have been negotiated with Congressional representation and these were usually successful, while negotiation of the Treaty of Versailles and the League of Nations, which the Senate, without representation on the negotiating body, rejected. [641, 850, 787, 976]
